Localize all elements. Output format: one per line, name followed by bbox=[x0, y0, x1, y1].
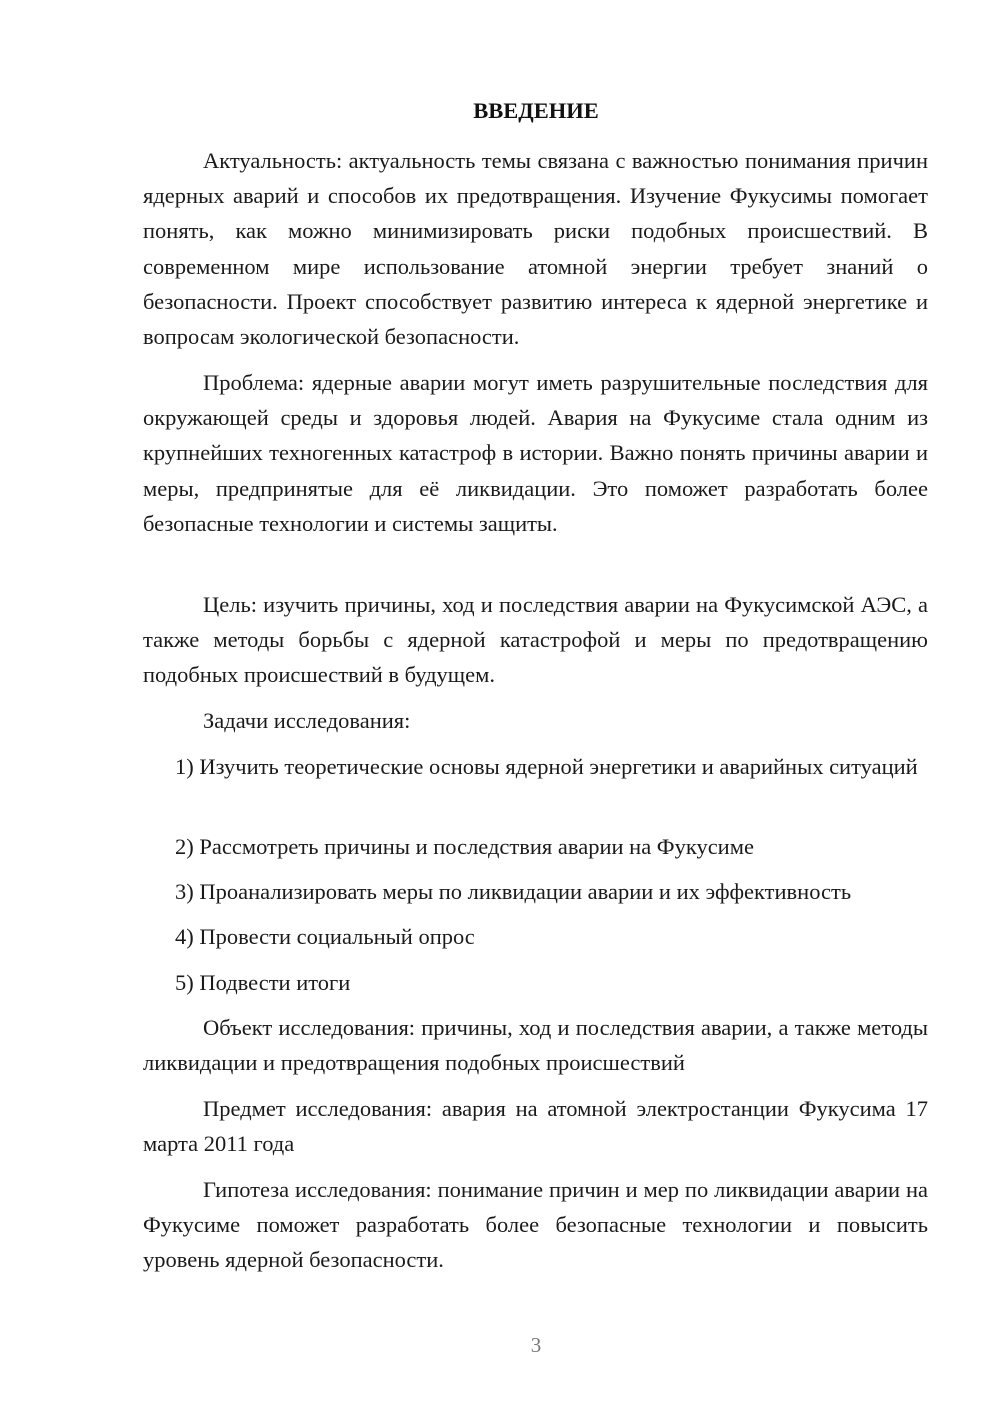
paragraph-hypothesis: Гипотеза исследования: понимание причин и мер по ликвидации аварии на Фукусиме поможет разработать более безопасные технологии и повысить уровень ядерной безопасности. bbox=[143, 1177, 928, 1273]
paragraph-goal: Цель: изучить причины, ход и последствия аварии на Фукусимской АЭС, а также методы борьбы с ядерной катастрофой и меры по предотвращению подобных происшествий в будущем. bbox=[143, 592, 928, 688]
paragraph-object: Объект исследования: причины, ход и последствия аварии, а также методы ликвидации и предотвращения подобных происшествий bbox=[143, 1015, 928, 1076]
page-number: 3 bbox=[530, 1333, 542, 1357]
list-item: 5) Подвести итоги bbox=[175, 970, 351, 995]
paragraph-problem: Проблема: ядерные аварии могут иметь разрушительные последствия для окружающей среды и здоровья людей. Авария на Фукусиме стала одним из крупнейших техногенных катастроф в истории. Важно понять причины аварии и меры, предпринятые для её ликвидации. Это поможет разработать более безопасные технологии и системы защиты. bbox=[143, 370, 928, 536]
list-item: 1) Изучить теоретические основы ядерной энергетики и аварийных ситуаций bbox=[175, 754, 918, 779]
list-item: 2) Рассмотреть причины и последствия аварии на Фукусиме bbox=[175, 834, 754, 859]
page-title: ВВЕДЕНИЕ bbox=[473, 98, 599, 123]
list-item: 3) Проанализировать меры по ликвидации аварии и их эффективность bbox=[175, 879, 852, 904]
list-item: 4) Провести социальный опрос bbox=[175, 924, 475, 949]
paragraph-subject: Предмет исследования: авария на атомной электростанции Фукусима 17 марта 2011 года bbox=[143, 1096, 928, 1157]
paragraph-tasks-title: Задачи исследования: bbox=[203, 708, 411, 733]
paragraph-relevance: Актуальность: актуальность темы связана с важностью понимания причин ядерных аварий и способов их предотвращения. Изучение Фукусимы помогает понять, как можно минимизировать риски подобных происшествий. В современном мире использование атомной энергии требует знаний о безопасности. Проект способствует развитию интереса к ядерной энергетике и вопросам экологической безопасности. bbox=[143, 148, 928, 350]
